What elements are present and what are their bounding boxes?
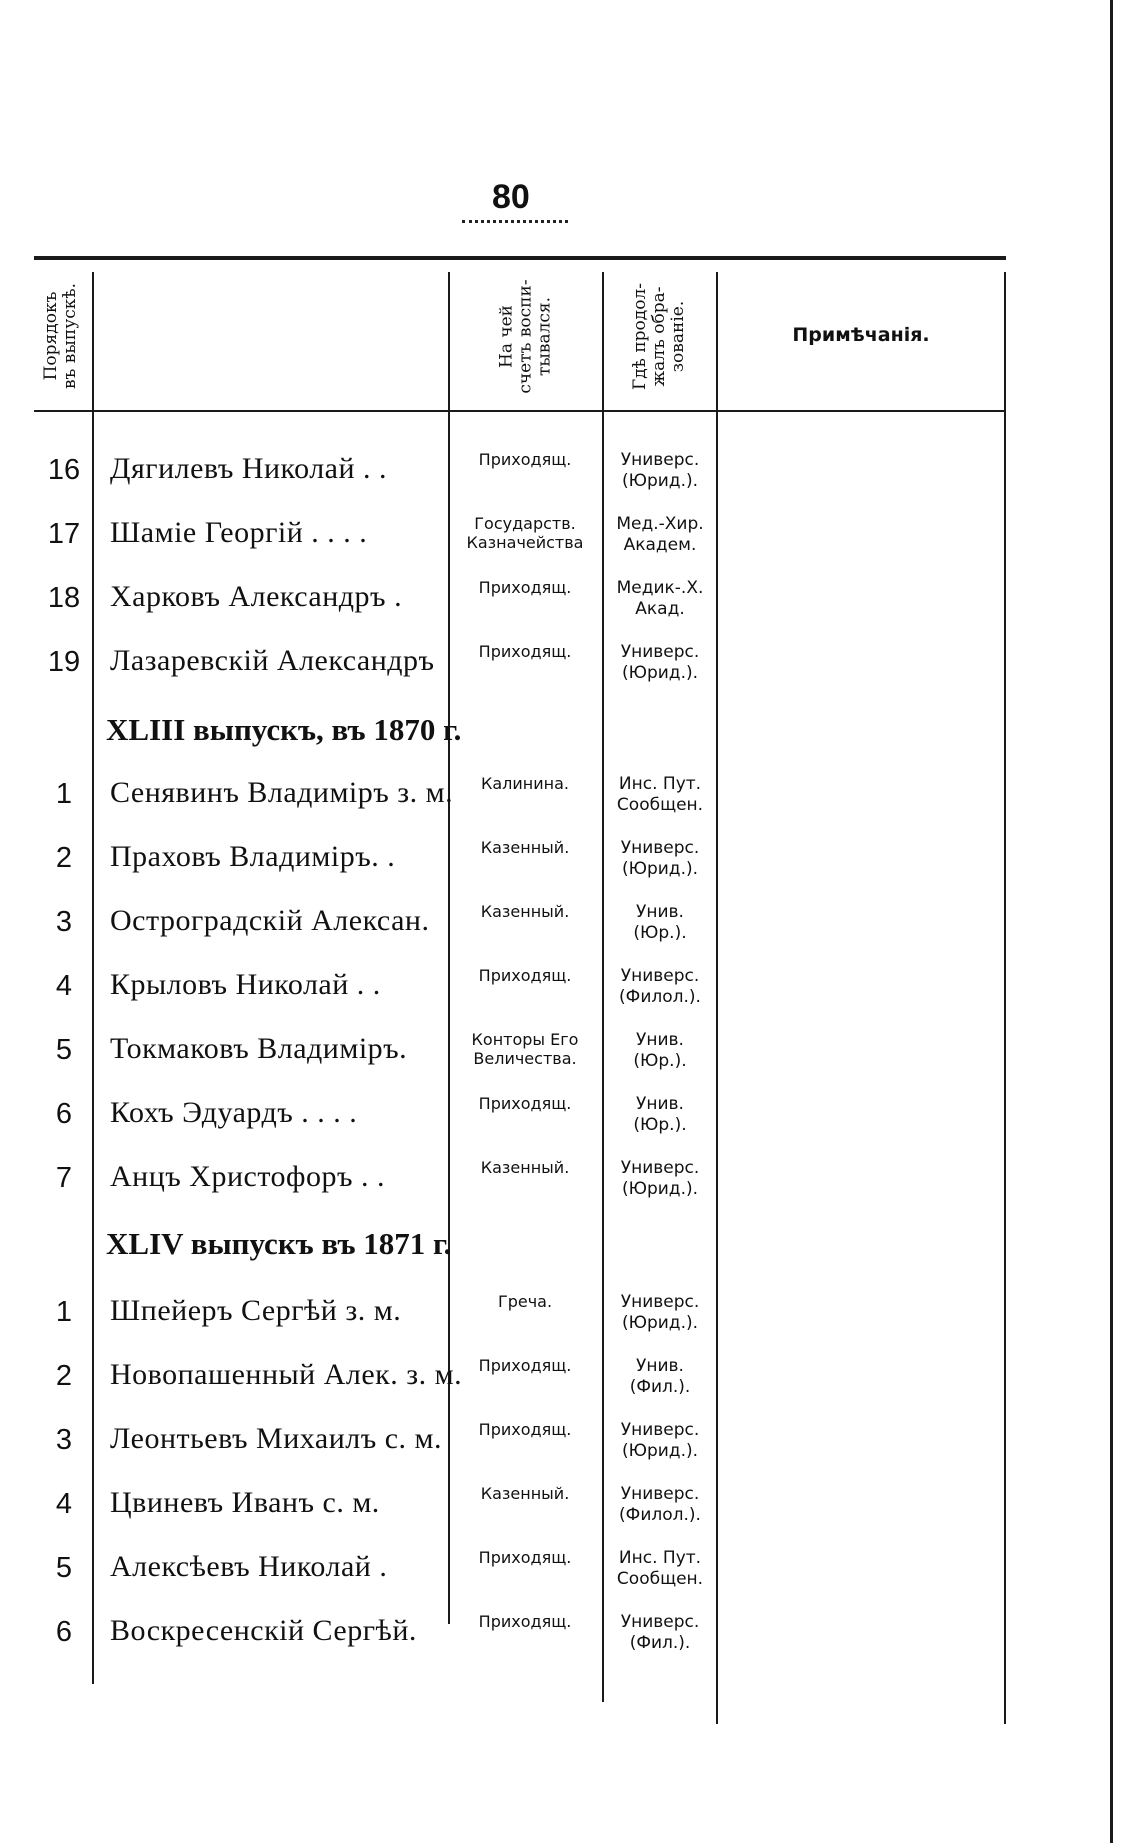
student-name: Крыловъ Николай . . bbox=[110, 968, 381, 1001]
student-name: Шаміе Георгій . . . . bbox=[110, 516, 368, 549]
student-name: Праховъ Владиміръ. . bbox=[110, 840, 396, 873]
row-number: 7 bbox=[55, 1162, 73, 1194]
table-row bbox=[0, 1350, 1010, 1414]
table-row bbox=[0, 1024, 1010, 1088]
table-row bbox=[0, 1542, 1010, 1606]
account-cell: Приходящ. bbox=[478, 1356, 572, 1375]
student-name: Новопашенный Алек. з. м. bbox=[110, 1358, 463, 1391]
row-number: 16 bbox=[47, 454, 81, 486]
account-cell: Конторы Его Величества. bbox=[471, 1030, 579, 1068]
education-cell: Универс. (Юрид.). bbox=[620, 1420, 700, 1461]
table-row bbox=[0, 960, 1010, 1024]
row-number: 17 bbox=[47, 518, 81, 550]
education-cell: Инс. Пут. Сообщен. bbox=[616, 1548, 704, 1589]
student-name: Воскресенскій Сергѣй. bbox=[110, 1614, 417, 1647]
page-number: 80 bbox=[492, 178, 530, 216]
account-cell: Калинина. bbox=[481, 774, 569, 793]
row-number: 3 bbox=[55, 1424, 73, 1456]
student-name: Леонтьевъ Михаилъ с. м. bbox=[110, 1422, 443, 1455]
education-cell: Медик-.Х. Акад. bbox=[616, 578, 704, 619]
table-row bbox=[0, 1152, 1010, 1216]
table-row bbox=[0, 1414, 1010, 1478]
row-number: 4 bbox=[55, 1488, 73, 1520]
row-number: 18 bbox=[47, 582, 81, 614]
education-cell: Универс. (Юрид.). bbox=[620, 1292, 700, 1333]
account-cell: Приходящ. bbox=[478, 578, 572, 597]
student-name: Сенявинъ Владиміръ з. м. bbox=[110, 776, 454, 809]
student-name: Шпейеръ Сергѣй з. м. bbox=[110, 1294, 402, 1327]
account-cell: Приходящ. bbox=[478, 1094, 572, 1113]
table-row bbox=[0, 1286, 1010, 1350]
row-number: 4 bbox=[55, 970, 73, 1002]
row-number: 19 bbox=[47, 646, 81, 678]
account-cell: Казенный. bbox=[480, 1158, 570, 1177]
student-name: Харковъ Александръ . bbox=[110, 580, 403, 613]
education-cell: Универс. (Юрид.). bbox=[620, 642, 700, 683]
education-cell: Универс. (Юрид.). bbox=[620, 1158, 700, 1199]
education-cell: Инс. Пут. Сообщен. bbox=[616, 774, 704, 815]
table-row bbox=[0, 896, 1010, 960]
education-cell: Универс. (Филол.). bbox=[619, 966, 701, 1007]
table-row bbox=[0, 508, 1010, 572]
education-cell: Унив. (Фил.). bbox=[629, 1356, 691, 1397]
account-cell: Казенный. bbox=[480, 838, 570, 857]
education-cell: Мед.-Хир. Академ. bbox=[616, 514, 704, 555]
education-cell: Универс. (Юрид.). bbox=[620, 838, 700, 879]
row-number: 1 bbox=[55, 1296, 73, 1328]
account-cell: Государств. Казначейства bbox=[466, 514, 584, 552]
student-name: Алексѣевъ Николай . bbox=[110, 1550, 388, 1583]
table-row bbox=[0, 768, 1010, 832]
table-row bbox=[0, 1606, 1010, 1670]
account-cell: Казенный. bbox=[480, 902, 570, 921]
header-notes: Примѣчанія. bbox=[792, 324, 930, 346]
page-number-underline bbox=[462, 220, 568, 223]
student-name: Токмаковъ Владиміръ. bbox=[110, 1032, 408, 1065]
education-cell: Унив. (Юр.). bbox=[633, 902, 687, 943]
page-edge-rule bbox=[1110, 0, 1113, 1843]
row-number: 1 bbox=[55, 778, 73, 810]
student-name: Лазаревскій Александръ bbox=[110, 644, 435, 677]
table-row bbox=[0, 636, 1010, 700]
row-number: 2 bbox=[55, 842, 73, 874]
account-cell: Приходящ. bbox=[478, 642, 572, 661]
account-cell: Приходящ. bbox=[478, 1420, 572, 1439]
student-name: Цвиневъ Иванъ с. м. bbox=[110, 1486, 380, 1519]
education-cell: Универс. (Юрид.). bbox=[620, 450, 700, 491]
row-number: 3 bbox=[55, 906, 73, 938]
account-cell: Приходящ. bbox=[478, 450, 572, 469]
table-row bbox=[0, 444, 1010, 508]
table-row bbox=[0, 1478, 1010, 1542]
education-cell: Универс. (Фил.). bbox=[620, 1612, 700, 1653]
education-cell: Унив. (Юр.). bbox=[633, 1094, 687, 1135]
student-name: Анцъ Христофоръ . . bbox=[110, 1160, 385, 1193]
row-number: 5 bbox=[55, 1552, 73, 1584]
section-heading: XLIII выпускъ, въ 1870 г. bbox=[106, 712, 462, 747]
account-cell: Приходящ. bbox=[478, 1612, 572, 1631]
student-name: Кохъ Эдуардъ . . . . bbox=[110, 1096, 358, 1129]
account-cell: Приходящ. bbox=[478, 966, 572, 985]
student-name: Дягилевъ Николай . . bbox=[110, 452, 388, 485]
row-number: 6 bbox=[55, 1616, 73, 1648]
table-top-rule bbox=[34, 256, 1006, 260]
table-row bbox=[0, 572, 1010, 636]
row-number: 5 bbox=[55, 1034, 73, 1066]
section-heading: XLIV выпускъ въ 1871 г. bbox=[106, 1226, 452, 1261]
table-row bbox=[0, 832, 1010, 896]
account-cell: Казенный. bbox=[480, 1484, 570, 1503]
account-cell: Приходящ. bbox=[478, 1548, 572, 1567]
education-cell: Универс. (Филол.). bbox=[619, 1484, 701, 1525]
row-number: 6 bbox=[55, 1098, 73, 1130]
table-row bbox=[0, 1088, 1010, 1152]
table-header-rule bbox=[34, 410, 1004, 412]
header-education: Гдѣ продол- жалъ обра- зованіе. bbox=[630, 282, 689, 390]
account-cell: Греча. bbox=[497, 1292, 553, 1311]
education-cell: Унив. (Юр.). bbox=[633, 1030, 687, 1071]
header-account: На чей счетъ воспи- тывался. bbox=[496, 278, 555, 394]
row-number: 2 bbox=[55, 1360, 73, 1392]
header-order: Порядокъ въ выпускѣ. bbox=[41, 282, 80, 390]
student-name: Остроградскій Алексан. bbox=[110, 904, 430, 937]
